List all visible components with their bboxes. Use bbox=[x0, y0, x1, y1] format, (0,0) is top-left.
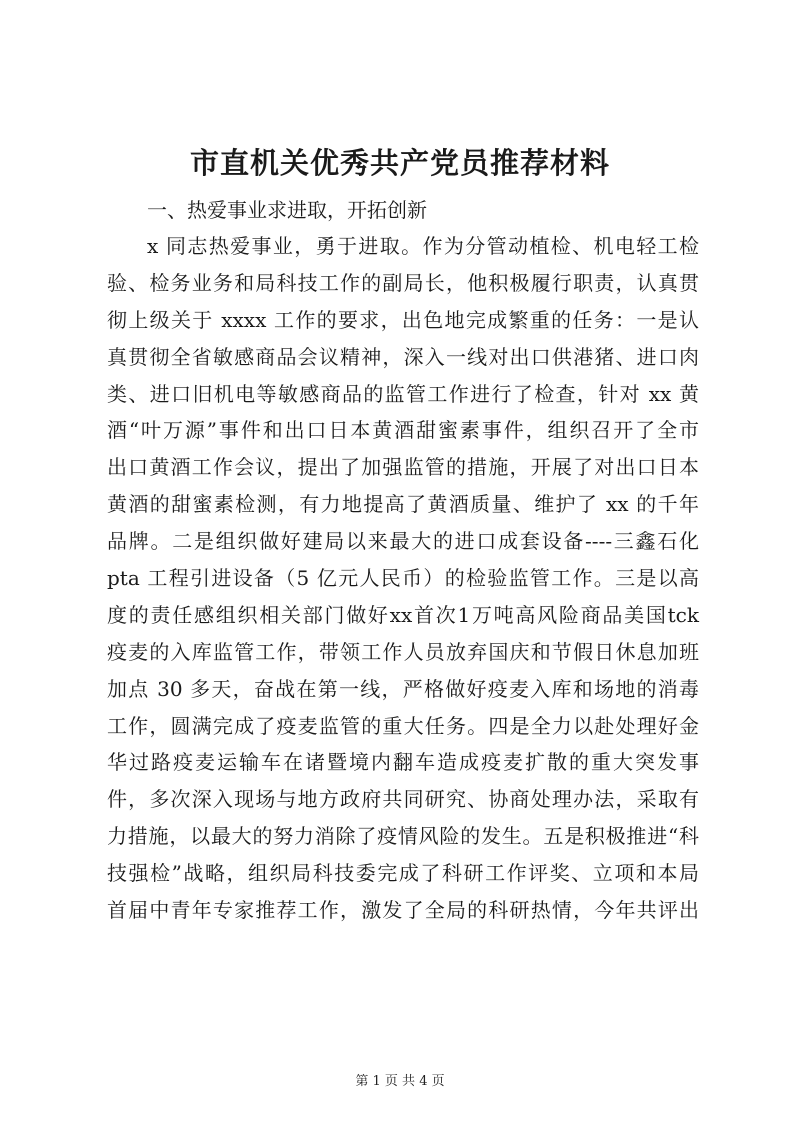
body-line: 疫麦的入库监管工作，带领工作人员放弃国庆和节假日休息加班 bbox=[107, 639, 699, 664]
body-line: 彻上级关于 xxxx 工作的要求，出色地完成繁重的任务：一是认 bbox=[107, 307, 699, 332]
body-line: 件，多次深入现场与地方政府共同研究、协商处理办法，采取有 bbox=[107, 787, 699, 812]
body-line: 黄酒的甜蜜素检测，有力地提高了黄酒质量、维护了 xx 的千年 bbox=[107, 492, 699, 517]
body-line: 酒“叶万源”事件和出口日本黄酒甜蜜素事件，组织召开了全市 bbox=[107, 418, 699, 443]
body-paragraph bbox=[107, 228, 707, 929]
body-line: 真贯彻全省敏感商品会议精神，深入一线对出口供港猪、进口肉 bbox=[107, 344, 699, 369]
body-line: 品牌。二是组织做好建局以来最大的进口成套设备----三鑫石化 bbox=[107, 529, 699, 554]
body-line: 度的责任感组织相关部门做好xx首次1万吨高风险商品美国tck bbox=[107, 602, 699, 627]
body-line: 华过路疫麦运输车在诸暨境内翻车造成疫麦扩散的重大突发事 bbox=[107, 750, 699, 775]
body-line: 力措施，以最大的努力消除了疫情风险的发生。五是积极推进“科 bbox=[107, 824, 699, 849]
document-title: 市直机关优秀共产党员推荐材料 bbox=[189, 146, 610, 180]
body-line: 工作，圆满完成了疫麦监管的重大任务。四是全力以赴处理好金 bbox=[107, 713, 699, 738]
body-line: 加点 30 多天，奋战在第一线，严格做好疫麦入库和场地的消毒 bbox=[107, 676, 699, 701]
body-line: pta 工程引进设备（5 亿元人民币）的检验监管工作。三是以高 bbox=[107, 566, 699, 591]
section-heading: 一、热爱事业求进取，开拓创新 bbox=[147, 198, 427, 222]
body-line: 验、检务业务和局科技工作的副局长，他积极履行职责，认真贯 bbox=[107, 270, 699, 295]
body-line: 技强检”战略，组织局科技委完成了科研工作评奖、立项和本局 bbox=[107, 861, 699, 886]
body-line: 出口黄酒工作会议，提出了加强监管的措施，开展了对出口日本 bbox=[107, 455, 699, 480]
body-line: 首届中青年专家推荐工作，激发了全局的科研热情，今年共评出 bbox=[107, 898, 699, 923]
body-line: x 同志热爱事业，勇于进取。作为分管动植检、机电轻工检 bbox=[147, 234, 699, 258]
page-footer: 第 1 页 共 4 页 bbox=[355, 1074, 445, 1089]
body-line: 类、进口旧机电等敏感商品的监管工作进行了检查，针对 xx 黄 bbox=[107, 381, 699, 406]
